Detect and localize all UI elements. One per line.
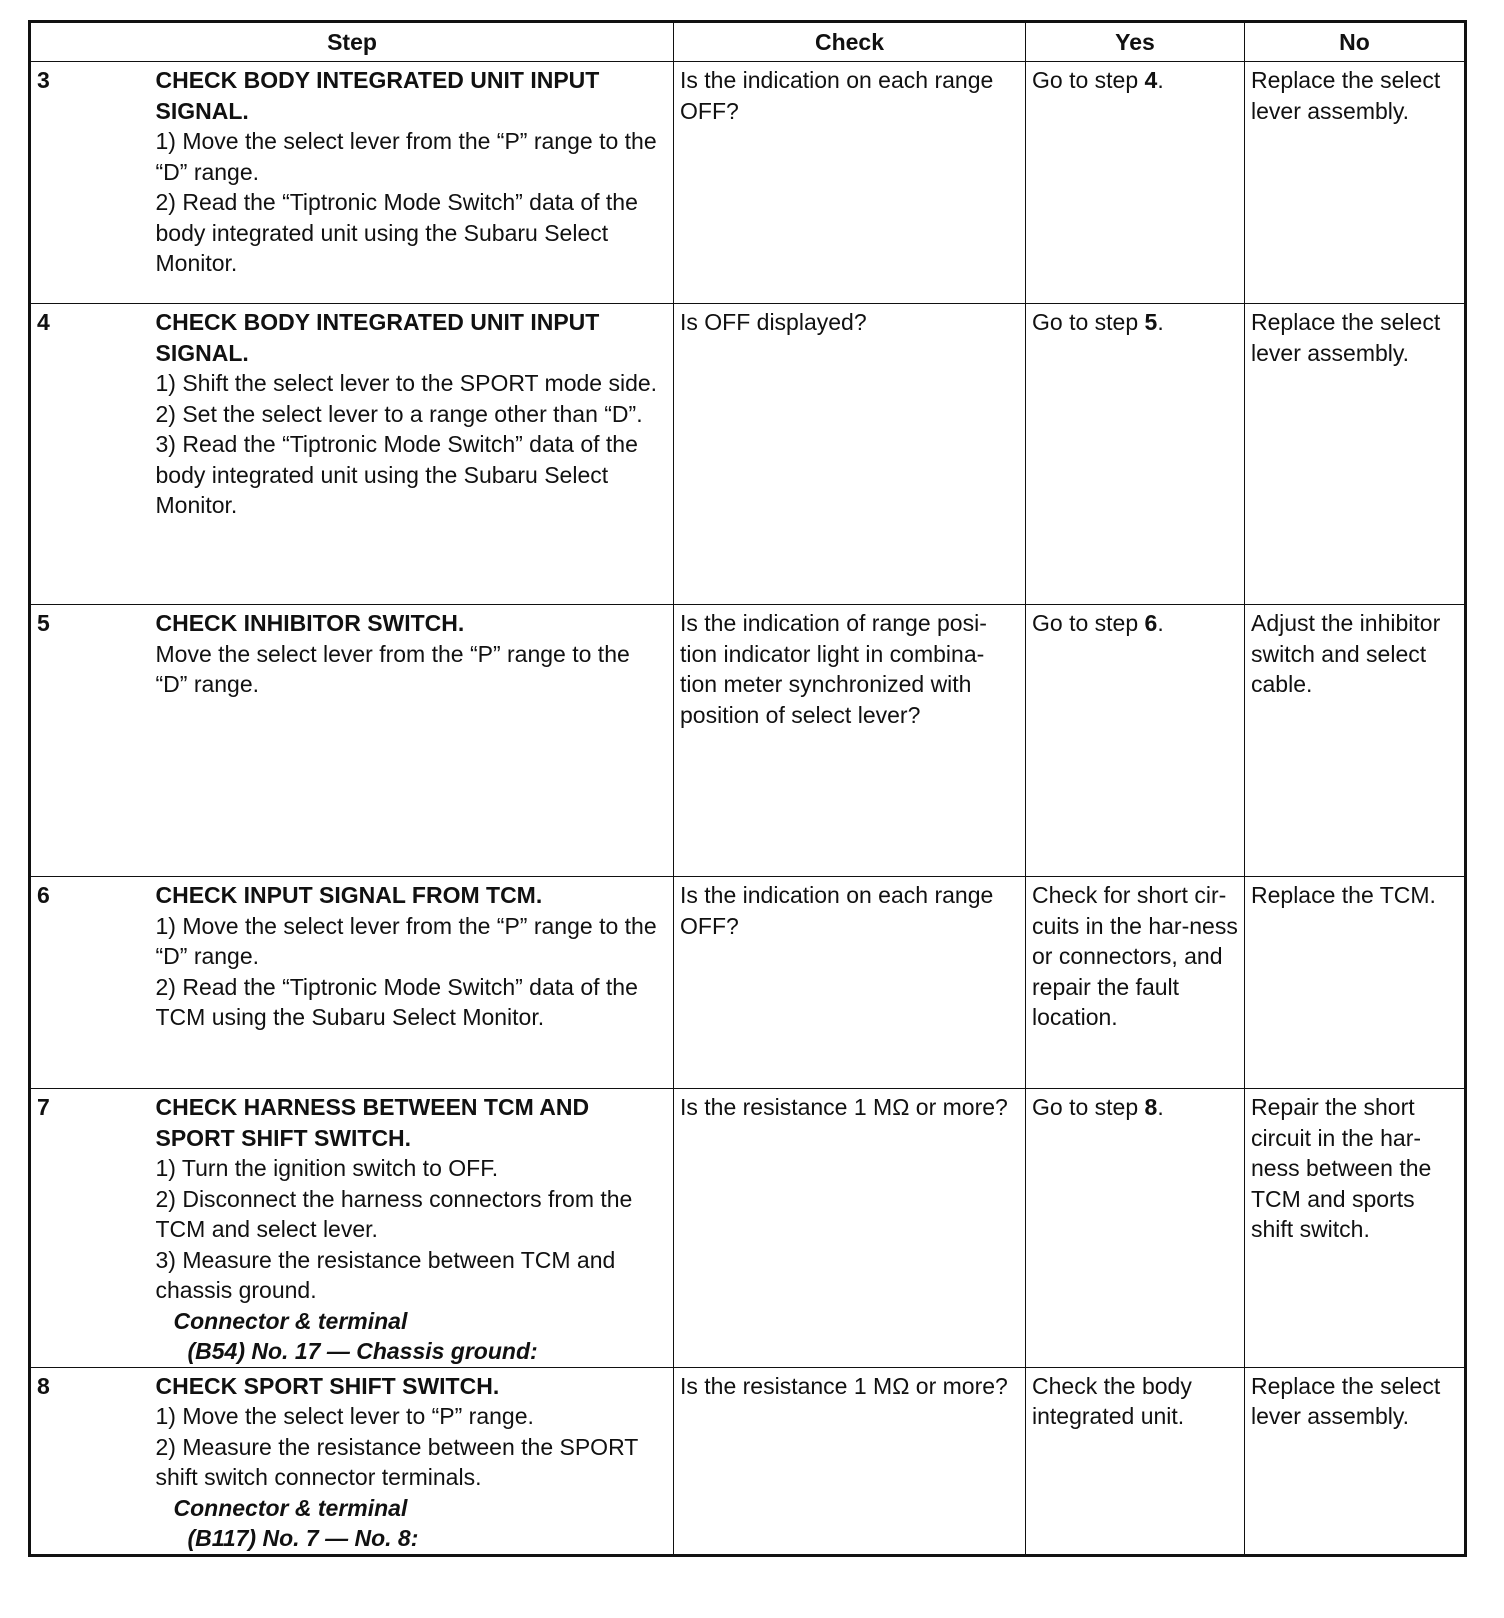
- step-instruction: 1) Shift the select lever to the SPORT mode side.: [155, 370, 658, 396]
- check-cell: Is the indication on each range OFF?: [674, 62, 1026, 304]
- yes-suffix: .: [1157, 67, 1164, 93]
- no-cell: Replace the TCM.: [1245, 877, 1466, 1089]
- yes-cell: [1026, 304, 1245, 605]
- step-instruction: 2) Set the select lever to a range other than “D”.: [155, 400, 643, 427]
- header-row: [30, 22, 1466, 62]
- step-number: 5: [30, 605, 150, 877]
- check-cell: Is the indication of range posi-tion indicator light in combina-tion meter synchronized with position of select lever?: [674, 605, 1026, 877]
- check-cell: Is the resistance 1 MΩ or more?: [674, 1089, 1026, 1368]
- step-title: CHECK BODY INTEGRATED UNIT INPUT SIGNAL.: [155, 309, 600, 366]
- step-instruction: 2) Measure the resistance between the SPORT shift switch connector terminals.: [155, 1433, 638, 1490]
- connector-spec: (B54) No. 17 — Chassis ground:: [187, 1338, 538, 1364]
- header-check: Check: [674, 22, 1026, 62]
- yes-cell: [1026, 62, 1245, 304]
- step-title: CHECK INPUT SIGNAL FROM TCM.: [155, 882, 543, 908]
- no-cell: Replace the select lever assembly.: [1245, 62, 1466, 304]
- yes-cell: Check the body integrated unit.: [1026, 1367, 1245, 1555]
- step-instruction: 1) Move the select lever from the “P” range to the “D” range.: [155, 128, 657, 185]
- table-row: [30, 1367, 1466, 1555]
- check-cell: Is the resistance 1 MΩ or more?: [674, 1367, 1026, 1555]
- step-number: 8: [30, 1367, 150, 1555]
- yes-text: Go to step: [1032, 67, 1145, 93]
- step-description: [150, 1367, 674, 1555]
- step-number: 3: [30, 62, 150, 304]
- next-step-number: 6: [1144, 610, 1158, 636]
- step-title: CHECK SPORT SHIFT SWITCH.: [155, 1372, 500, 1399]
- connector-label: Connector & terminal: [173, 1307, 408, 1334]
- connector-label: Connector & terminal: [173, 1494, 408, 1521]
- yes-cell: Check for short cir-cuits in the har-ness or connectors, and repair the fault location.: [1026, 877, 1245, 1089]
- table-row: [30, 62, 1466, 304]
- step-number: 4: [30, 304, 150, 605]
- step-instruction: 2) Read the “Tiptronic Mode Switch” data of the TCM using the Subaru Select Monitor.: [155, 973, 638, 1030]
- check-cell: Is OFF displayed?: [674, 304, 1026, 605]
- yes-suffix: .: [1157, 1094, 1164, 1120]
- step-title: CHECK INHIBITOR SWITCH.: [155, 610, 465, 636]
- step-title: CHECK HARNESS BETWEEN TCM AND SPORT SHIFT SWITCH.: [155, 1094, 590, 1151]
- yes-text: Go to step: [1032, 309, 1145, 335]
- step-number: 6: [30, 877, 150, 1089]
- check-cell: Is the indication on each range OFF?: [674, 877, 1026, 1089]
- table-row: [30, 1089, 1466, 1368]
- step-title: CHECK BODY INTEGRATED UNIT INPUT SIGNAL.: [155, 67, 600, 124]
- step-instruction: 2) Disconnect the harness connectors from the TCM and select lever.: [155, 1185, 633, 1242]
- step-description: [150, 877, 674, 1089]
- step-description: [150, 304, 674, 605]
- step-number: 7: [30, 1089, 150, 1368]
- yes-suffix: .: [1157, 309, 1164, 335]
- header-yes: Yes: [1026, 22, 1245, 62]
- no-cell: Replace the select lever assembly.: [1245, 1367, 1466, 1555]
- next-step-number: 5: [1144, 309, 1158, 335]
- table-row: [30, 877, 1466, 1089]
- step-instruction: 2) Read the “Tiptronic Mode Switch” data of the body integrated unit using the Subaru Select Monitor.: [155, 189, 638, 276]
- no-cell: Replace the select lever assembly.: [1245, 304, 1466, 605]
- table-row: [30, 304, 1466, 605]
- step-instruction: 1) Move the select lever from the “P” range to the “D” range.: [155, 912, 657, 969]
- step-instruction: 1) Turn the ignition switch to OFF.: [155, 1155, 499, 1181]
- header-no: No: [1245, 22, 1466, 62]
- yes-cell: [1026, 605, 1245, 877]
- yes-cell: [1026, 1089, 1245, 1368]
- header-step: Step: [30, 22, 674, 62]
- no-cell: Repair the short circuit in the har-ness between the TCM and sports shift switch.: [1245, 1089, 1466, 1368]
- next-step-number: 8: [1144, 1094, 1158, 1120]
- step-instruction: Move the select lever from the “P” range to the “D” range.: [155, 640, 630, 697]
- yes-text: Go to step: [1032, 1094, 1145, 1120]
- step-instruction: 3) Read the “Tiptronic Mode Switch” data of the body integrated unit using the Subaru Select Monitor.: [155, 431, 638, 518]
- step-description: [150, 605, 674, 877]
- connector-spec: (B117) No. 7 — No. 8:: [187, 1525, 419, 1551]
- no-cell: Adjust the inhibitor switch and select cable.: [1245, 605, 1466, 877]
- step-description: [150, 62, 674, 304]
- step-description: [150, 1089, 674, 1368]
- next-step-number: 4: [1144, 67, 1158, 93]
- yes-suffix: .: [1157, 610, 1164, 636]
- table-row: [30, 605, 1466, 877]
- step-instruction: 3) Measure the resistance between TCM and chassis ground.: [155, 1246, 616, 1303]
- yes-text: Go to step: [1032, 610, 1145, 636]
- diagnostic-table: [28, 20, 1467, 1557]
- step-instruction: 1) Move the select lever to “P” range.: [155, 1403, 534, 1429]
